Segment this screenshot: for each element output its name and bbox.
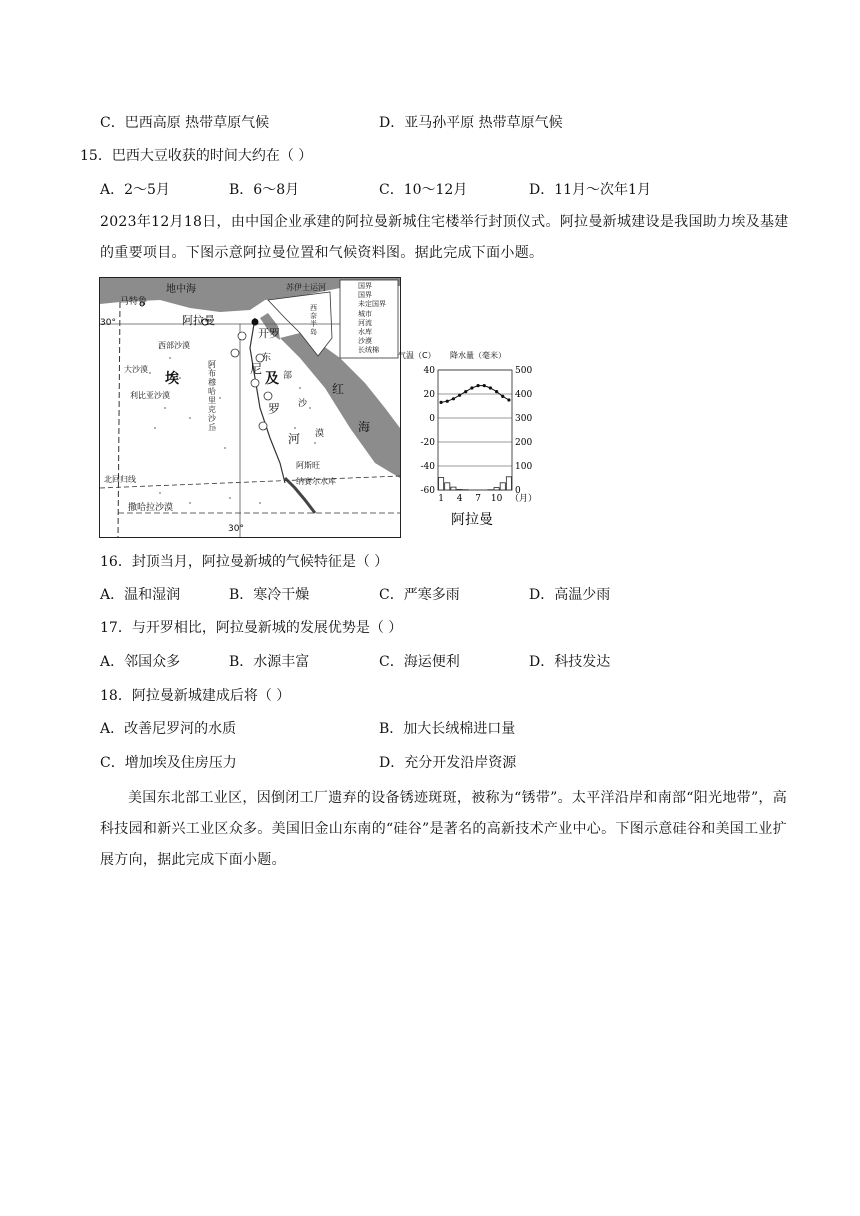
q17-option-d[interactable]: D．科技发达 xyxy=(529,654,611,670)
map-label-tropic: 北回归线 xyxy=(104,475,136,484)
map-label-cairo: 开罗 xyxy=(258,327,280,340)
map-label-sinai: 西奈半岛 xyxy=(310,304,317,336)
map-label-med-sea: 地中海 xyxy=(166,284,196,295)
precip-bar xyxy=(500,483,505,490)
temperature-point xyxy=(464,390,467,393)
legend-item: 国界 xyxy=(358,282,372,290)
temp-tick-label: 0 xyxy=(429,414,435,424)
precip-tick-label: 200 xyxy=(515,438,533,448)
legend-item: 水库 xyxy=(358,328,372,337)
chart-title: 阿拉曼 xyxy=(451,512,493,528)
precip-bar xyxy=(451,487,456,490)
precip-bar xyxy=(445,483,450,490)
q16-stem: 16．封顶当月，阿拉曼新城的气候特征是（ ） xyxy=(100,554,389,570)
map-label-egypt-1: 埃 xyxy=(165,371,179,387)
q16-option-c[interactable]: C．严寒多雨 xyxy=(379,587,460,603)
temp-tick-label: -20 xyxy=(420,438,435,448)
precip-bar xyxy=(506,477,511,490)
legend-item: 未定国界 xyxy=(358,300,386,309)
temperature-point xyxy=(483,384,486,387)
map-label-nile-1: 尼 xyxy=(250,362,263,376)
q16-option-a[interactable]: A．温和湿润 xyxy=(100,587,181,603)
alamein-location-map xyxy=(99,277,401,538)
q17-option-a[interactable]: A．邻国众多 xyxy=(100,654,181,670)
q18-option-d[interactable]: D．充分开发沿岸资源 xyxy=(379,755,517,771)
x-tick-label: 7 xyxy=(475,494,481,504)
q17-stem: 17．与开罗相比，阿拉曼新城的发展优势是（ ） xyxy=(100,620,403,636)
temperature-point xyxy=(501,395,504,398)
q18-option-b[interactable]: B．加大长绒棉进口量 xyxy=(379,721,516,737)
x-tick-label: 1 xyxy=(438,494,444,504)
precip-tick-label: 0 xyxy=(515,486,521,496)
map-label-red-sea-2: 海 xyxy=(358,420,371,434)
temperature-point xyxy=(439,401,442,404)
temp-tick-label: 20 xyxy=(423,390,435,400)
legend-labels xyxy=(358,282,386,356)
temperature-point xyxy=(476,384,479,387)
precip-tick-label: 400 xyxy=(515,390,533,400)
ylabel-left: 气温（C） xyxy=(398,351,436,360)
map-label-east-4: 漠 xyxy=(315,429,325,439)
q15-option-d[interactable]: D．11月～次年1月 xyxy=(529,182,651,198)
map-label-east-3: 沙 xyxy=(298,399,308,409)
legend-item: 河流 xyxy=(358,318,372,327)
q17-option-b[interactable]: B．水源丰富 xyxy=(229,654,310,670)
temp-tick-label: -60 xyxy=(420,486,435,496)
map-label-east-1: 东 xyxy=(262,353,272,363)
intro-usa-paragraph: 美国东北部工业区，因倒闭工厂遗弃的设备锈迹斑斑，被称为“锈带”。太平洋沿岸和南部“阳光地带”，高科技园和新兴工业区众多。美国旧金山东南的“硅谷”是著名的高新技术产业中心。下图示意硅谷和美国工业扩展方向，据此完成下面小题。 xyxy=(100,790,788,868)
q17-option-c[interactable]: C．海运便利 xyxy=(379,654,460,670)
plot-frame xyxy=(438,370,512,490)
temperature-point xyxy=(446,400,449,403)
legend-item: 城市 xyxy=(358,309,372,318)
alamein-climate-chart xyxy=(398,348,538,533)
precip-bar xyxy=(494,488,499,490)
q18-option-c[interactable]: C．增加埃及住房压力 xyxy=(100,755,237,771)
temperature-point xyxy=(452,397,455,400)
temp-tick-label: 40 xyxy=(423,366,435,376)
q15-option-a[interactable]: A．2～5月 xyxy=(100,182,170,198)
precip-bar xyxy=(439,478,444,490)
precip-tick-label: 100 xyxy=(515,462,533,472)
map-label-nasser: 纳赛尔水库 xyxy=(296,477,336,486)
temperature-point xyxy=(458,394,461,397)
map-label-lon30: 30° xyxy=(228,524,244,534)
ylabel-right: 降水量（毫米） xyxy=(450,351,506,360)
x-tick-label: 10 xyxy=(490,494,503,504)
legend-item: 国界 xyxy=(358,291,372,300)
legend-item: 沙漠 xyxy=(358,337,372,346)
q18-option-a[interactable]: A．改善尼罗河的水质 xyxy=(100,721,237,737)
legend-item: 长绒棉 xyxy=(358,346,379,355)
x-axis-label: （月） xyxy=(510,494,538,504)
map-label-alamein: 阿拉曼 xyxy=(182,314,215,327)
map-label-matruh: 马特鲁 xyxy=(120,297,148,307)
map-label-abu-muharik: 阿布穆哈里克沙丘 xyxy=(208,360,216,432)
x-tick-label: 4 xyxy=(456,494,463,504)
map-label-red-sea-1: 红 xyxy=(332,382,345,396)
map-label-sahara: 撒哈拉沙漠 xyxy=(128,503,174,513)
map-label-great-sand-sea: 大沙漠 xyxy=(124,365,148,374)
climate-chart-svg xyxy=(398,348,538,533)
temp-tick-label: -40 xyxy=(420,462,435,472)
map-label-nile-2: 罗 xyxy=(268,402,281,416)
q18-stem: 18．阿拉曼新城建成后将（ ） xyxy=(100,688,291,704)
q15-option-b[interactable]: B．6～8月 xyxy=(229,182,300,198)
temperature-point xyxy=(495,390,498,393)
q14-option-c[interactable]: C．巴西高原 热带草原气候 xyxy=(100,115,270,131)
map-label-west-desert: 西部沙漠 xyxy=(158,341,190,350)
q14-option-d[interactable]: D．亚马孙平原 热带草原气候 xyxy=(379,115,563,131)
map-label-libyan-desert: 利比亚沙漠 xyxy=(130,391,170,400)
map-label-egypt-2: 及 xyxy=(265,371,279,387)
map-label-aswan: 阿斯旺 xyxy=(296,461,320,470)
temperature-point xyxy=(470,386,473,389)
map-label-nile-3: 河 xyxy=(288,432,301,446)
q15-option-c[interactable]: C．10～12月 xyxy=(379,182,468,198)
tropic-of-cancer xyxy=(100,476,400,488)
precip-tick-label: 300 xyxy=(515,414,533,424)
map-label-lat30: 30° xyxy=(100,318,116,328)
map-label-suez: 苏伊士运河 xyxy=(286,283,326,292)
temperature-point xyxy=(489,386,492,389)
intro-alamein-paragraph: 2023年12月18日，由中国企业承建的阿拉曼新城住宅楼举行封顶仪式。阿拉曼新城建设是我国助力埃及基建的重要项目。下图示意阿拉曼位置和气候资料图。据此完成下面小题。 xyxy=(100,214,789,261)
q16-option-d[interactable]: D．高温少雨 xyxy=(529,587,611,603)
q16-option-b[interactable]: B．寒冷干燥 xyxy=(229,587,310,603)
temperature-point xyxy=(507,398,510,401)
precip-tick-label: 500 xyxy=(515,366,533,376)
map-label-east-2: 部 xyxy=(283,371,293,381)
q15-stem: 15．巴西大豆收获的时间大约在（ ） xyxy=(80,148,313,164)
